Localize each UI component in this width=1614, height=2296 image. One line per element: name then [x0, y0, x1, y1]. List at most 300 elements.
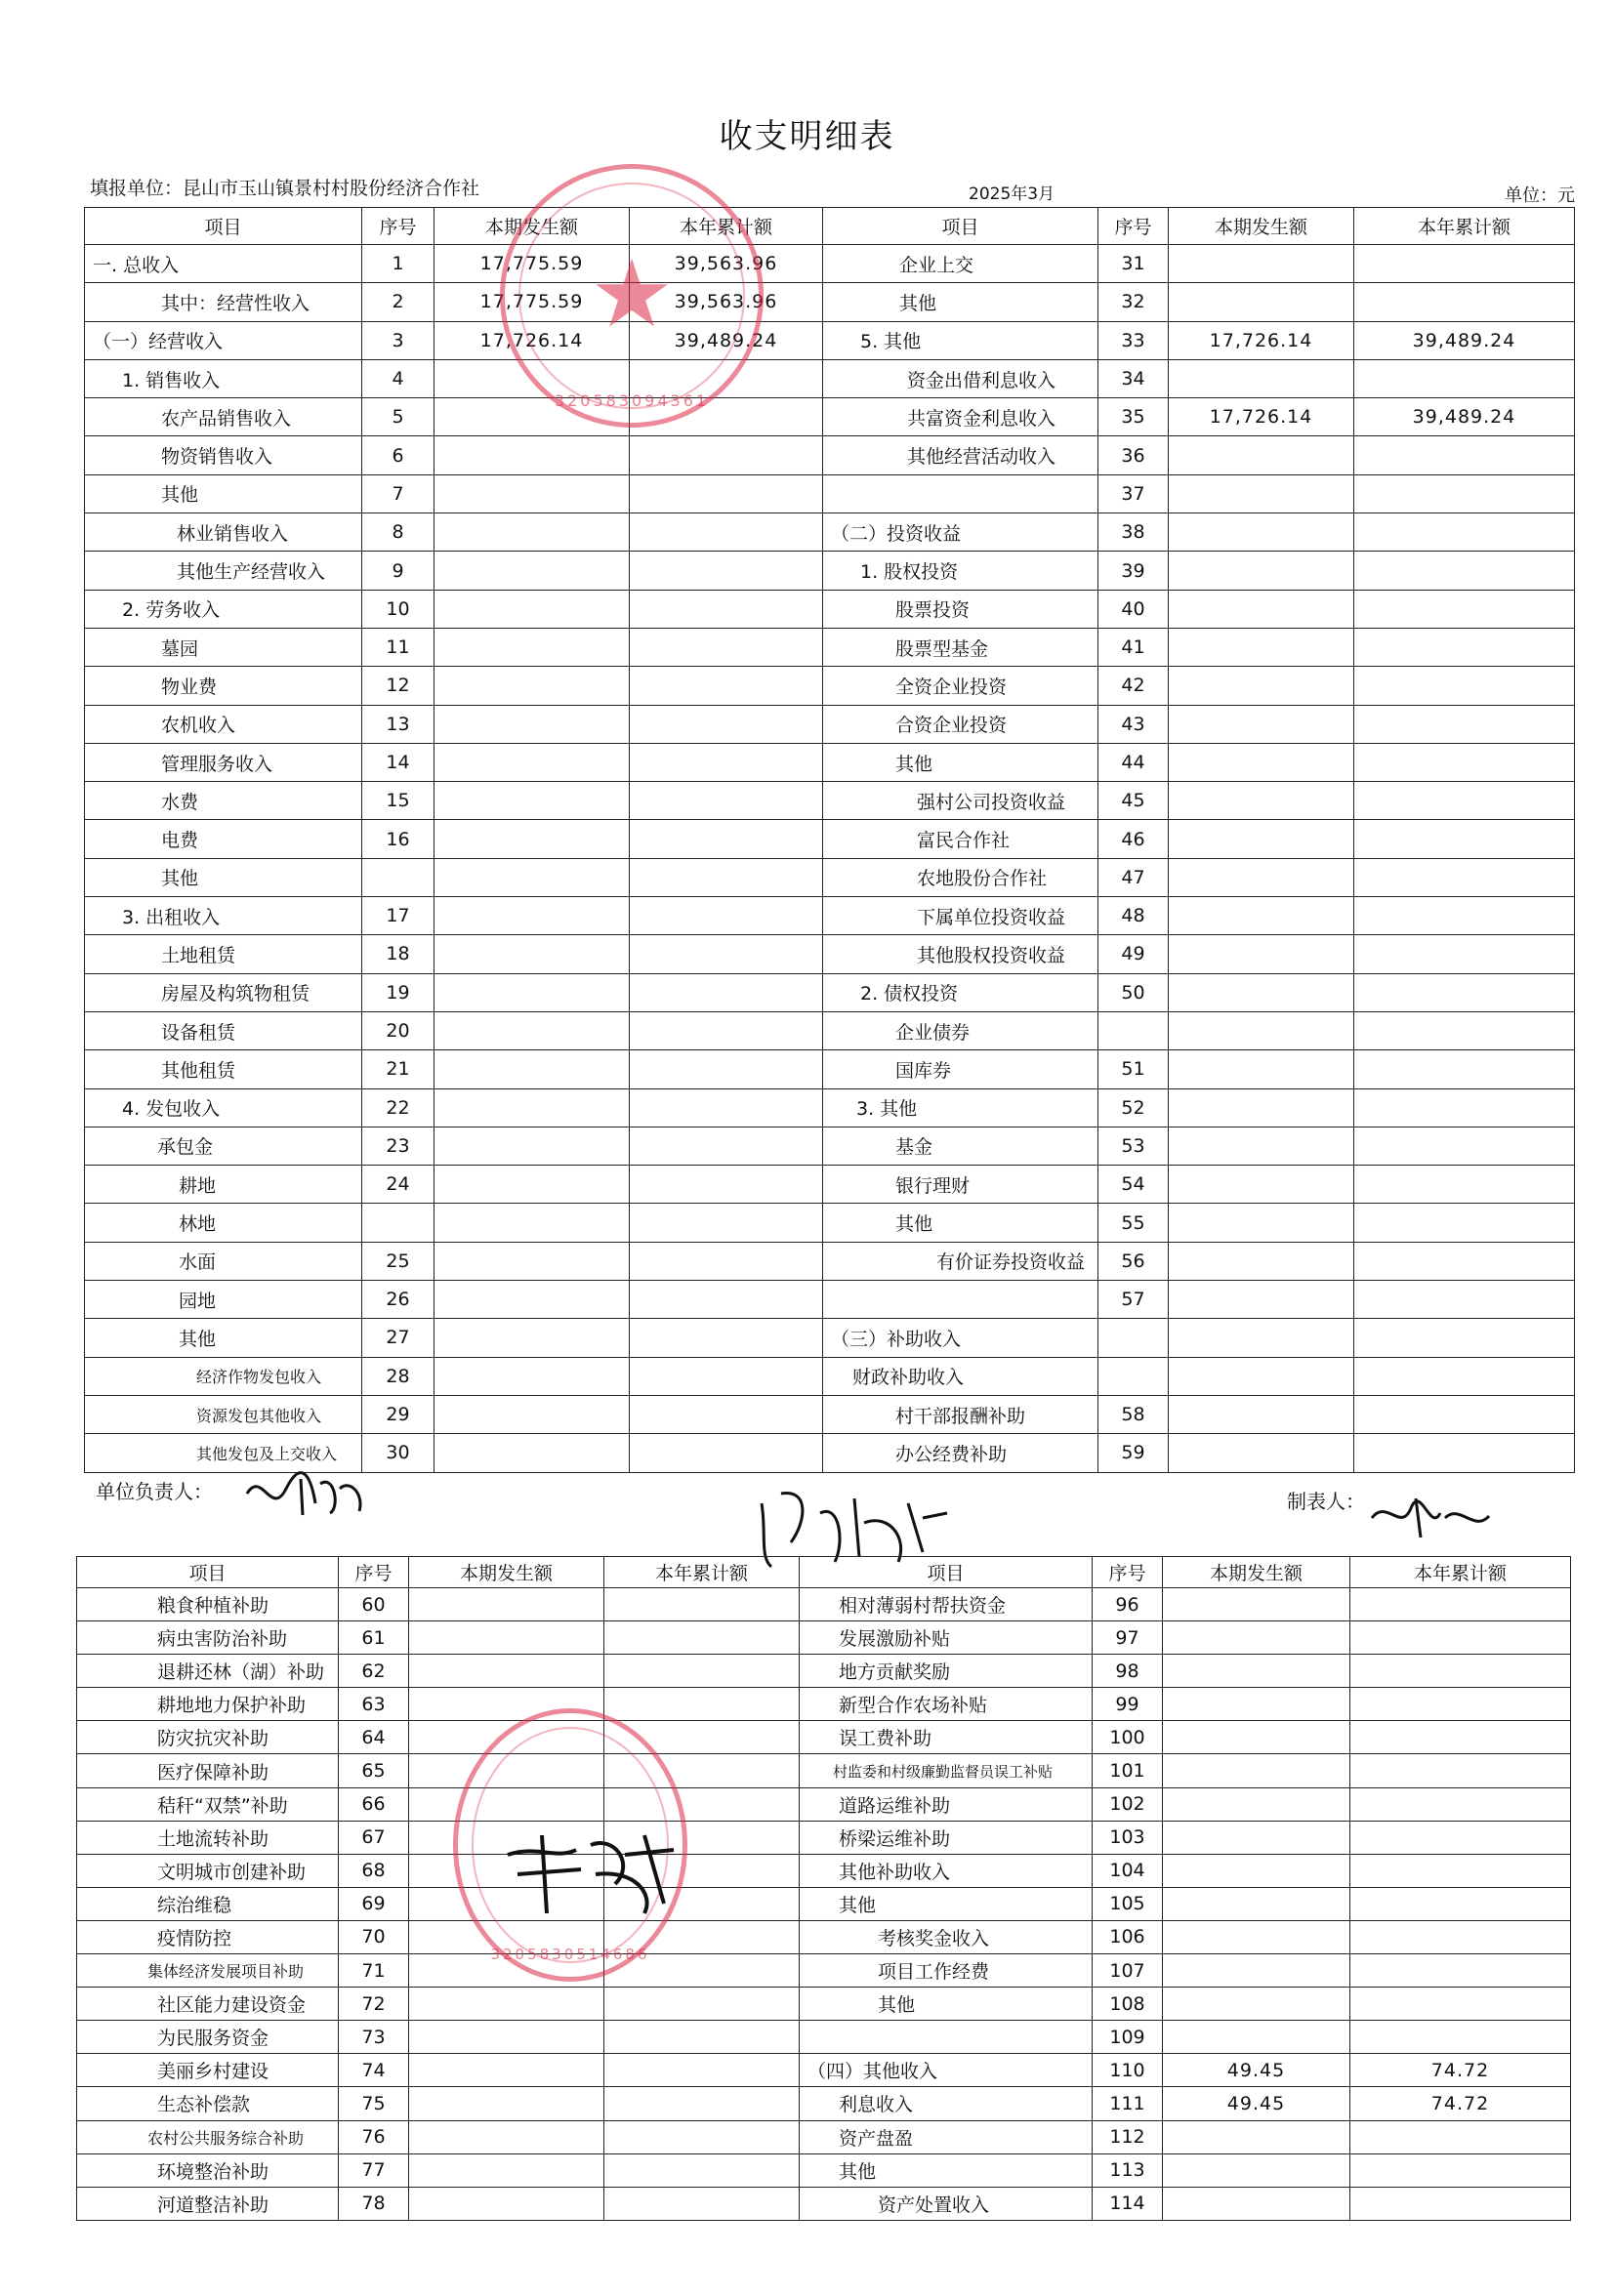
- cell-cur: [1163, 1621, 1350, 1655]
- cell-item: 林地: [85, 1204, 362, 1242]
- cell-item: 企业上交: [823, 245, 1098, 283]
- cell-seq: 19: [362, 973, 435, 1011]
- cell-item: 其他: [85, 474, 362, 512]
- cell-seq: 36: [1098, 436, 1169, 474]
- income-table-upper: [84, 207, 1575, 1473]
- cell-cur: [1163, 1887, 1350, 1920]
- table-row: [85, 321, 1575, 359]
- cell-cur: [409, 2153, 604, 2187]
- cell-item: 其他: [823, 743, 1098, 781]
- cell-cur: [435, 552, 630, 590]
- cell-item: 物业费: [85, 667, 362, 705]
- cell-seq: 100: [1093, 1721, 1163, 1754]
- cell-cur: [1169, 667, 1354, 705]
- table-row: [85, 245, 1575, 283]
- cell-ytd: [1354, 935, 1575, 973]
- cell-cur: [1169, 858, 1354, 896]
- table-row: [77, 1754, 1571, 1787]
- column-header-period_amount: 本期发生额: [1169, 208, 1354, 245]
- cell-seq: 105: [1093, 1887, 1163, 1920]
- cell-item: 水面: [85, 1242, 362, 1280]
- cell-item: 水费: [85, 782, 362, 820]
- cell-ytd: [630, 1395, 823, 1433]
- cell-item: 3. 出租收入: [85, 897, 362, 935]
- cell-cur: 17,726.14: [1169, 321, 1354, 359]
- unit-head-signature: [242, 1464, 369, 1527]
- cell-item: 企业债券: [823, 1011, 1098, 1049]
- cell-cur: [435, 935, 630, 973]
- cell-cur: [409, 2120, 604, 2153]
- cell-seq: 113: [1093, 2153, 1163, 2187]
- cell-cur: [1163, 1920, 1350, 1953]
- cell-item: 管理服务收入: [85, 743, 362, 781]
- cell-seq: 53: [1098, 1127, 1169, 1165]
- cell-ytd: [1350, 1854, 1571, 1887]
- column-header-item: 项目: [85, 208, 362, 245]
- cell-item: 村监委和村级廉勤监督员误工补贴: [800, 1754, 1093, 1787]
- cell-ytd: [1354, 1088, 1575, 1127]
- table-row: [85, 1395, 1575, 1433]
- column-header-item: 项目: [823, 208, 1098, 245]
- cell-seq: 28: [362, 1357, 435, 1395]
- cell-item: 其他: [823, 283, 1098, 321]
- column-header-seq: 序号: [339, 1557, 409, 1588]
- cell-ytd: [630, 743, 823, 781]
- cell-ytd: [630, 552, 823, 590]
- cell-ytd: [604, 1988, 800, 2021]
- cell-item: 其他生产经营收入: [85, 552, 362, 590]
- cell-ytd: [630, 1127, 823, 1165]
- cell-cur: [435, 1434, 630, 1472]
- cell-ytd: [1350, 1954, 1571, 1988]
- cell-ytd: 39,563.96: [630, 283, 823, 321]
- cell-item: 防灾抗灾补助: [77, 1721, 339, 1754]
- cell-item: 基金: [823, 1127, 1098, 1165]
- cell-item: 其他股权投资收益: [823, 935, 1098, 973]
- cell-seq: 46: [1098, 820, 1169, 858]
- cell-cur: [1169, 1166, 1354, 1204]
- cell-item: 物资销售收入: [85, 436, 362, 474]
- cell-ytd: [604, 2153, 800, 2187]
- cell-ytd: [1354, 1242, 1575, 1280]
- cell-item: 考核奖金收入: [800, 1920, 1093, 1953]
- cell-cur: [409, 2087, 604, 2120]
- cell-ytd: [630, 474, 823, 512]
- cell-cur: [409, 1655, 604, 1688]
- unit-head-label: 单位负责人：: [96, 1480, 213, 1503]
- cell-ytd: [1354, 705, 1575, 743]
- cell-ytd: [630, 1050, 823, 1088]
- cell-item: 股票投资: [823, 590, 1098, 628]
- table-header-row: [77, 1557, 1571, 1588]
- cell-seq: 25: [362, 1242, 435, 1280]
- cell-cur: [409, 2187, 604, 2220]
- table-row: [77, 1954, 1571, 1988]
- cell-cur: [1163, 2120, 1350, 2153]
- cell-ytd: [630, 1281, 823, 1319]
- column-header-period_amount: 本期发生额: [435, 208, 630, 245]
- cell-seq: 104: [1093, 1854, 1163, 1887]
- cell-ytd: [630, 398, 823, 436]
- cell-cur: [1169, 1281, 1354, 1319]
- cell-item: 电费: [85, 820, 362, 858]
- table-row: [77, 1621, 1571, 1655]
- cell-cur: [1169, 1242, 1354, 1280]
- cell-item: 退耕还林（湖）补助: [77, 1655, 339, 1688]
- table-row: [85, 935, 1575, 973]
- cell-ytd: [1354, 1011, 1575, 1049]
- cell-seq: 74: [339, 2054, 409, 2087]
- cell-item: 其他: [85, 858, 362, 896]
- cell-seq: [1098, 1319, 1169, 1357]
- cell-item: 耕地: [85, 1166, 362, 1204]
- cell-seq: 97: [1093, 1621, 1163, 1655]
- cell-ytd: [1350, 2021, 1571, 2054]
- cell-item: 桥梁运维补助: [800, 1821, 1093, 1854]
- cell-item: 集体经济发展项目补助: [77, 1954, 339, 1988]
- cell-ytd: [630, 359, 823, 397]
- cell-seq: 26: [362, 1281, 435, 1319]
- cell-seq: 41: [1098, 628, 1169, 666]
- cell-seq: 4: [362, 359, 435, 397]
- table-row: [77, 1721, 1571, 1754]
- cell-seq: 78: [339, 2187, 409, 2220]
- cell-ytd: [604, 1754, 800, 1787]
- table-row: [85, 1204, 1575, 1242]
- cell-cur: [435, 474, 630, 512]
- table-row: [85, 628, 1575, 666]
- cell-cur: [435, 1011, 630, 1049]
- cell-ytd: [1350, 1920, 1571, 1953]
- cell-ytd: [1354, 667, 1575, 705]
- cell-seq: 38: [1098, 513, 1169, 552]
- table-row: [85, 1357, 1575, 1395]
- table-row: [85, 743, 1575, 781]
- cell-cur: [435, 436, 630, 474]
- table-row: [85, 1281, 1575, 1319]
- cell-item: 全资企业投资: [823, 667, 1098, 705]
- cell-seq: 3: [362, 321, 435, 359]
- cell-ytd: [1350, 1588, 1571, 1621]
- table-row: [85, 398, 1575, 436]
- table-row: [77, 1920, 1571, 1953]
- table-row: [77, 2187, 1571, 2220]
- cell-cur: [1163, 2021, 1350, 2054]
- cell-seq: 64: [339, 1721, 409, 1754]
- cell-cur: [409, 2054, 604, 2087]
- cell-ytd: [604, 1954, 800, 1988]
- cell-item: 园地: [85, 1281, 362, 1319]
- cell-cur: [1169, 590, 1354, 628]
- cell-cur: [1169, 1395, 1354, 1433]
- table-row: [77, 2021, 1571, 2054]
- table-row: [85, 474, 1575, 512]
- column-header-seq: 序号: [1098, 208, 1169, 245]
- cell-cur: [409, 1688, 604, 1721]
- cell-seq: 54: [1098, 1166, 1169, 1204]
- cell-item: 医疗保障补助: [77, 1754, 339, 1787]
- cell-cur: [435, 1242, 630, 1280]
- cell-item: 综治维稳: [77, 1887, 339, 1920]
- cell-item: 强村公司投资收益: [823, 782, 1098, 820]
- cell-seq: 40: [1098, 590, 1169, 628]
- cell-item: 下属单位投资收益: [823, 897, 1098, 935]
- cell-ytd: [1354, 590, 1575, 628]
- report-period: 2025年3月: [969, 184, 1055, 204]
- cell-seq: 15: [362, 782, 435, 820]
- cell-seq: 37: [1098, 474, 1169, 512]
- cell-item: [823, 474, 1098, 512]
- seal-star-icon: ★: [589, 239, 675, 348]
- cell-ytd: [630, 1204, 823, 1242]
- table-row: [77, 2054, 1571, 2087]
- cell-seq: 102: [1093, 1787, 1163, 1821]
- seal-code-2: 3205830514686: [490, 1946, 650, 1963]
- cell-ytd: 74.72: [1350, 2054, 1571, 2087]
- cell-cur: 17,775.59: [435, 283, 630, 321]
- cell-ytd: [1354, 1319, 1575, 1357]
- cell-item: [823, 1281, 1098, 1319]
- table-row: [77, 1887, 1571, 1920]
- cell-cur: [409, 1754, 604, 1787]
- cell-item: 房屋及构筑物租赁: [85, 973, 362, 1011]
- cell-seq: 13: [362, 705, 435, 743]
- cell-seq: 106: [1093, 1920, 1163, 1953]
- cell-ytd: [630, 897, 823, 935]
- cell-seq: 9: [362, 552, 435, 590]
- cell-seq: 114: [1093, 2187, 1163, 2220]
- column-header-ytd_amount: 本年累计额: [604, 1557, 800, 1588]
- cell-seq: 49: [1098, 935, 1169, 973]
- table-row: [85, 590, 1575, 628]
- cell-seq: 5: [362, 398, 435, 436]
- cell-cur: [409, 2021, 604, 2054]
- cell-cur: [1169, 436, 1354, 474]
- cell-ytd: [630, 1434, 823, 1472]
- cell-ytd: [1350, 1821, 1571, 1854]
- cell-ytd: [630, 1319, 823, 1357]
- cell-seq: 109: [1093, 2021, 1163, 2054]
- cell-ytd: [604, 2087, 800, 2120]
- cell-item: 资产处置收入: [800, 2187, 1093, 2220]
- cell-ytd: [604, 1588, 800, 1621]
- table-row: [85, 1050, 1575, 1088]
- table-row: [85, 283, 1575, 321]
- cell-ytd: [1354, 973, 1575, 1011]
- cell-item: 墓园: [85, 628, 362, 666]
- cell-item: 耕地地力保护补助: [77, 1688, 339, 1721]
- cell-item: 2. 劳务收入: [85, 590, 362, 628]
- cell-cur: 49.45: [1163, 2087, 1350, 2120]
- cell-seq: 68: [339, 1854, 409, 1887]
- cell-item: 环境整治补助: [77, 2153, 339, 2187]
- cell-seq: 52: [1098, 1088, 1169, 1127]
- cell-ytd: [1354, 628, 1575, 666]
- cell-item: 股票型基金: [823, 628, 1098, 666]
- column-header-period_amount: 本期发生额: [1163, 1557, 1350, 1588]
- column-header-period_amount: 本期发生额: [409, 1557, 604, 1588]
- cell-ytd: 39,563.96: [630, 245, 823, 283]
- cell-seq: 76: [339, 2120, 409, 2153]
- cell-cur: [409, 1621, 604, 1655]
- cell-cur: [1163, 1721, 1350, 1754]
- cell-ytd: 39,489.24: [1354, 398, 1575, 436]
- cell-item: （二）投资收益: [823, 513, 1098, 552]
- table-row: [85, 705, 1575, 743]
- cell-seq: 69: [339, 1887, 409, 1920]
- cell-seq: 34: [1098, 359, 1169, 397]
- cell-ytd: [1350, 2120, 1571, 2153]
- table-row: [85, 820, 1575, 858]
- table-row: [85, 858, 1575, 896]
- cell-item: 其他: [800, 1887, 1093, 1920]
- cell-seq: 75: [339, 2087, 409, 2120]
- cell-item: 土地流转补助: [77, 1821, 339, 1854]
- currency-unit: 单位：元: [1505, 185, 1575, 206]
- table-row: [77, 1655, 1571, 1688]
- table-row: [85, 552, 1575, 590]
- cell-cur: [409, 1588, 604, 1621]
- cell-item: （三）补助收入: [823, 1319, 1098, 1357]
- cell-cur: [1169, 705, 1354, 743]
- cell-item: 资源发包其他收入: [85, 1395, 362, 1433]
- cell-cur: [435, 1357, 630, 1395]
- cell-seq: 11: [362, 628, 435, 666]
- cell-ytd: [604, 2054, 800, 2087]
- cell-ytd: [630, 436, 823, 474]
- cell-item: 秸秆“双禁”补助: [77, 1787, 339, 1821]
- cell-seq: 30: [362, 1434, 435, 1472]
- cell-cur: [1163, 1754, 1350, 1787]
- cell-ytd: [630, 590, 823, 628]
- table-row: [77, 2087, 1571, 2120]
- cell-item: 经济作物发包收入: [85, 1357, 362, 1395]
- cell-item: 其他发包及上交收入: [85, 1434, 362, 1472]
- cell-seq: 107: [1093, 1954, 1163, 1988]
- cell-item: 林业销售收入: [85, 513, 362, 552]
- cell-cur: 49.45: [1163, 2054, 1350, 2087]
- table-row: [85, 1127, 1575, 1165]
- cell-item: 误工费补助: [800, 1721, 1093, 1754]
- cell-ytd: [630, 1242, 823, 1280]
- cell-seq: 96: [1093, 1588, 1163, 1621]
- cell-item: 国库券: [823, 1050, 1098, 1088]
- cell-ytd: [1350, 1887, 1571, 1920]
- cell-cur: [1169, 1357, 1354, 1395]
- cell-item: 疫情防控: [77, 1920, 339, 1953]
- cell-ytd: [1350, 1988, 1571, 2021]
- cell-item: （四）其他收入: [800, 2054, 1093, 2087]
- cell-cur: [1163, 2187, 1350, 2220]
- cell-item: 道路运维补助: [800, 1787, 1093, 1821]
- cell-cur: [1169, 359, 1354, 397]
- cell-seq: 56: [1098, 1242, 1169, 1280]
- cell-ytd: [630, 1088, 823, 1127]
- cell-ytd: [630, 1166, 823, 1204]
- cell-seq: 55: [1098, 1204, 1169, 1242]
- cell-seq: 16: [362, 820, 435, 858]
- cell-cur: [435, 820, 630, 858]
- cell-ytd: [1350, 1655, 1571, 1688]
- cell-item: 其他租赁: [85, 1050, 362, 1088]
- table-row: [85, 1088, 1575, 1127]
- table-row: [77, 2120, 1571, 2153]
- cell-cur: [1163, 1821, 1350, 1854]
- table-row: [77, 2153, 1571, 2187]
- cell-seq: 99: [1093, 1688, 1163, 1721]
- cell-seq: 60: [339, 1588, 409, 1621]
- cell-item: 村干部报酬补助: [823, 1395, 1098, 1433]
- cell-cur: [435, 1088, 630, 1127]
- cell-seq: 18: [362, 935, 435, 973]
- cell-cur: [435, 359, 630, 397]
- table-row: [85, 1319, 1575, 1357]
- cell-ytd: [630, 782, 823, 820]
- cell-seq: 77: [339, 2153, 409, 2187]
- cell-ytd: [604, 2187, 800, 2220]
- cell-cur: [1169, 1319, 1354, 1357]
- cell-cur: [1169, 935, 1354, 973]
- cell-cur: [1169, 552, 1354, 590]
- cell-item: 财政补助收入: [823, 1357, 1098, 1395]
- cell-cur: [1163, 1854, 1350, 1887]
- cell-ytd: [630, 858, 823, 896]
- cell-seq: 21: [362, 1050, 435, 1088]
- cell-seq: 59: [1098, 1434, 1169, 1472]
- cell-seq: 6: [362, 436, 435, 474]
- cell-cur: [1163, 1688, 1350, 1721]
- cell-ytd: [1350, 1754, 1571, 1787]
- cell-item: [800, 2021, 1093, 2054]
- cell-cur: [435, 973, 630, 1011]
- cell-seq: 22: [362, 1088, 435, 1127]
- cell-cur: [1169, 820, 1354, 858]
- cell-item: 一. 总收入: [85, 245, 362, 283]
- cell-seq: 67: [339, 1821, 409, 1854]
- cell-seq: 39: [1098, 552, 1169, 590]
- cell-ytd: [604, 1621, 800, 1655]
- cell-seq: 101: [1093, 1754, 1163, 1787]
- cell-seq: 51: [1098, 1050, 1169, 1088]
- cell-seq: 1: [362, 245, 435, 283]
- cell-item: 有价证券投资收益: [823, 1242, 1098, 1280]
- cell-ytd: [1354, 858, 1575, 896]
- cell-cur: [1169, 1434, 1354, 1472]
- cell-seq: 103: [1093, 1821, 1163, 1854]
- cell-ytd: [604, 2021, 800, 2054]
- cell-cur: [435, 1204, 630, 1242]
- cell-ytd: [1354, 1050, 1575, 1088]
- cell-item: 其他: [800, 1988, 1093, 2021]
- cell-cur: [435, 1127, 630, 1165]
- cell-seq: 17: [362, 897, 435, 935]
- cell-item: 发展激励补贴: [800, 1621, 1093, 1655]
- preparer-signature: [1367, 1489, 1494, 1546]
- cell-item: 3. 其他: [823, 1088, 1098, 1127]
- cell-cur: [435, 897, 630, 935]
- cell-item: 5. 其他: [823, 321, 1098, 359]
- cell-ytd: [1350, 1688, 1571, 1721]
- cell-cur: [1169, 245, 1354, 283]
- cell-ytd: [1354, 1204, 1575, 1242]
- cell-seq: 42: [1098, 667, 1169, 705]
- cell-seq: [362, 1204, 435, 1242]
- cell-cur: [435, 782, 630, 820]
- table-row: [85, 973, 1575, 1011]
- column-header-ytd_amount: 本年累计额: [630, 208, 823, 245]
- cell-ytd: [1350, 1721, 1571, 1754]
- cell-ytd: [630, 973, 823, 1011]
